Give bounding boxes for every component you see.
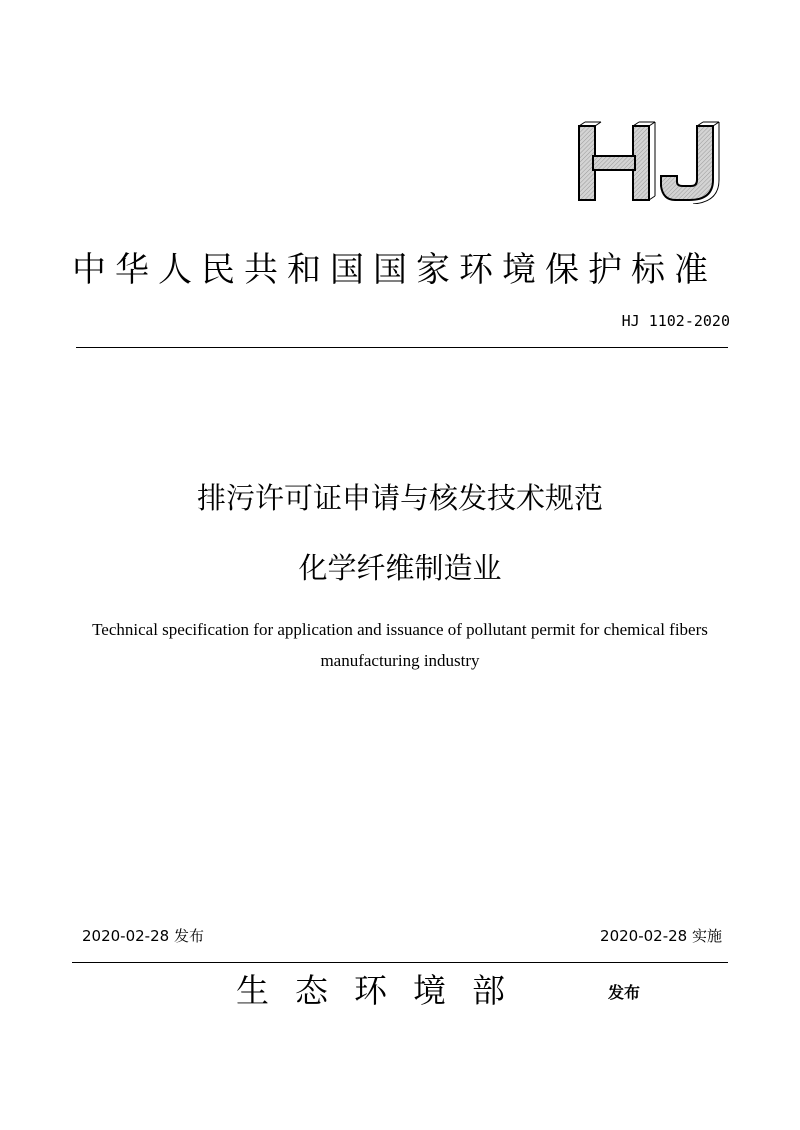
header-divider — [76, 347, 728, 348]
implement-date: 2020-02-28 实施 — [600, 927, 722, 945]
standard-category: 中华人民共和国国家环境保护标准 — [72, 250, 717, 290]
document-title-cn: 排污许可证申请与核发技术规范 — [196, 481, 603, 515]
standard-number: HJ 1102-2020 — [621, 312, 730, 330]
document-subtitle-cn: 化学纤维制造业 — [298, 551, 502, 585]
footer-divider — [72, 962, 728, 963]
publish-date: 2020-02-28 发布 — [82, 927, 204, 945]
hj-logo — [575, 120, 723, 204]
issuing-authority: 生态环境部 — [236, 971, 531, 1010]
document-title-en: Technical specification for application and issuance of pollutant permit for chemical fibers manufacturing industry — [92, 620, 708, 670]
issuing-action: 发布 — [608, 983, 641, 1002]
